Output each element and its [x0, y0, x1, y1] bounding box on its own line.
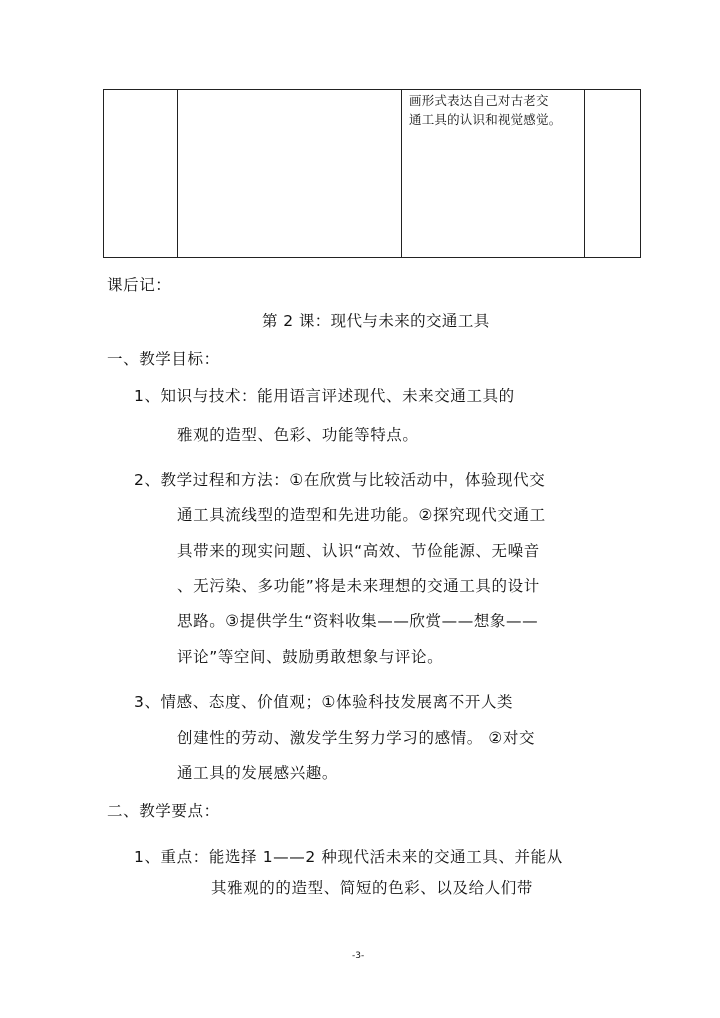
- paragraph-line: 通工具流线型的造型和先进功能。②探究现代交通工: [177, 506, 546, 524]
- table-divider: [584, 90, 585, 257]
- section-heading: 一、教学目标：: [107, 350, 220, 368]
- table-divider: [177, 90, 178, 257]
- section-heading: 二、教学要点：: [107, 802, 220, 820]
- paragraph-line: 评论”等空间、鼓励勇敢想象与评论。: [177, 648, 444, 666]
- paragraph-line: 1、重点：能选择 1——2 种现代活未来的交通工具、并能从: [134, 848, 563, 866]
- lesson-title: 第 2 课：现代与未来的交通工具: [262, 312, 490, 330]
- paragraph-line: 2、教学过程和方法：①在欣赏与比较活动中，体验现代交: [134, 471, 546, 489]
- table-cell-text: [409, 91, 581, 129]
- page-number: -3-: [352, 951, 365, 961]
- table-cell-line: 画形式表达自己对古老交: [409, 93, 549, 108]
- paragraph-line: 具带来的现实问题、认识“高效、节俭能源、无噪音: [177, 542, 540, 560]
- table-fragment: [103, 89, 641, 258]
- paragraph-line: 创建性的劳动、激发学生努力学习的感情。 ②对交: [177, 729, 536, 747]
- paragraph-line: 1、知识与技术：能用语言评述现代、未来交通工具的: [134, 387, 515, 405]
- table-cell-line: 通工具的认识和视觉感觉。: [409, 112, 562, 127]
- paragraph-line: 雅观的造型、色彩、功能等特点。: [177, 426, 419, 444]
- paragraph-line: 通工具的发展感兴趣。: [177, 764, 339, 782]
- paragraph-line: 其雅观的的造型、简短的色彩、以及给人们带: [211, 879, 534, 897]
- table-divider: [401, 90, 402, 257]
- after-class-note: 课后记：: [107, 276, 172, 294]
- paragraph-line: 思路。③提供学生“资料收集——欣赏——想象——: [177, 612, 539, 630]
- paragraph-line: 3、情感、态度、价值观；①体验科技发展离不开人类: [134, 693, 514, 711]
- paragraph-line: 、无污染、多功能”将是未来理想的交通工具的设计: [177, 577, 540, 595]
